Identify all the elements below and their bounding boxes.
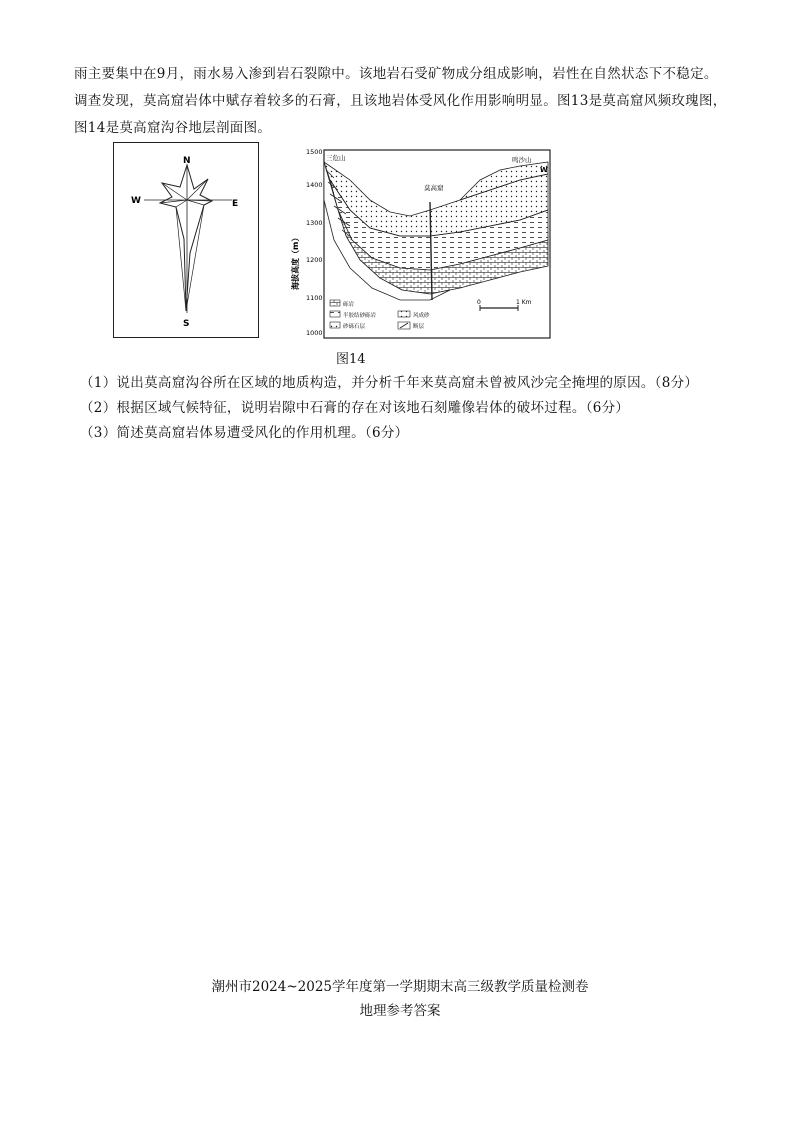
legend-aeolian-sand: 风成砂 (413, 313, 430, 319)
question-3: （3）简述莫高窟岩体易遭受风化的作用机理。（6分） (80, 425, 409, 441)
y-tick-1500: 1500 (306, 148, 323, 156)
y-tick-1400: 1400 (306, 181, 323, 189)
y-axis-label: 海拔高度（m） (291, 233, 300, 290)
legend-gravel: 砂砾石层 (343, 324, 366, 330)
place-sanweishan: 三危山 (326, 154, 346, 162)
wind-rose-label-n: N (183, 156, 191, 166)
intro-line-3: 图14是莫高窟沟谷地层剖面图。 (74, 120, 272, 136)
wind-rose-diagram (114, 143, 260, 339)
legend-swatch-aeolian (398, 311, 410, 317)
question-1: （1）说出莫高窟沟谷所在区域的地质构造，并分析千年来莫高窟未曾被风沙完全掩埋的原因。（8分） (80, 375, 699, 391)
answer-header-line-1: 潮州市2024~2025学年度第一学期期末高三级教学质量检测卷 (211, 979, 589, 995)
legend-swatch-semi (330, 311, 340, 317)
legend-fault: 断层 (413, 324, 425, 330)
scale-bar (477, 299, 532, 311)
wind-rose-label-e: E (232, 199, 239, 209)
scale-zero: 0 (477, 299, 481, 306)
place-mogaoku: 莫高窟 (424, 184, 444, 192)
intro-line-1: 雨主要集中在9月，雨水易入渗到岩石裂隙中。该地岩石受矿物成分组成影响，岩性在自然状态下不稳定。 (74, 66, 718, 82)
scale-one-km: 1 Km (516, 299, 532, 306)
intro-line-2: 调查发现，莫高窟岩体中赋存着较多的石膏，且该地岩体受风化作用影响明显。图13是莫高窟风频玫瑰图， (74, 93, 727, 109)
section-diagram (290, 140, 552, 342)
place-mingshashan: 鸣沙山 (512, 156, 532, 164)
y-tick-1200: 1200 (306, 256, 323, 264)
figure-caption: 图14 (336, 352, 366, 367)
legend-swatch-gravel (330, 322, 340, 328)
y-tick-1000: 1000 (306, 329, 323, 337)
answer-header-line-2: 地理参考答案 (359, 1003, 441, 1019)
section-figure (290, 140, 552, 342)
legend-conglomerate: 砾岩 (343, 302, 355, 308)
legend-swatch-conglomerate (330, 300, 340, 306)
wind-rose-figure (113, 142, 259, 338)
legend-semi-cemented: 半胶结砂砾岩 (343, 313, 377, 319)
section-legend (330, 300, 430, 330)
question-2: （2）根据区域气候特征，说明岩隙中石膏的存在对该地石刻雕像岩体的破坏过程。（6分） (80, 400, 630, 416)
compass-w: W (540, 166, 548, 174)
wind-rose-label-w: W (131, 196, 141, 206)
wind-rose-label-s: S (183, 319, 190, 329)
y-tick-1300: 1300 (306, 219, 323, 227)
y-tick-1100: 1100 (306, 294, 323, 302)
